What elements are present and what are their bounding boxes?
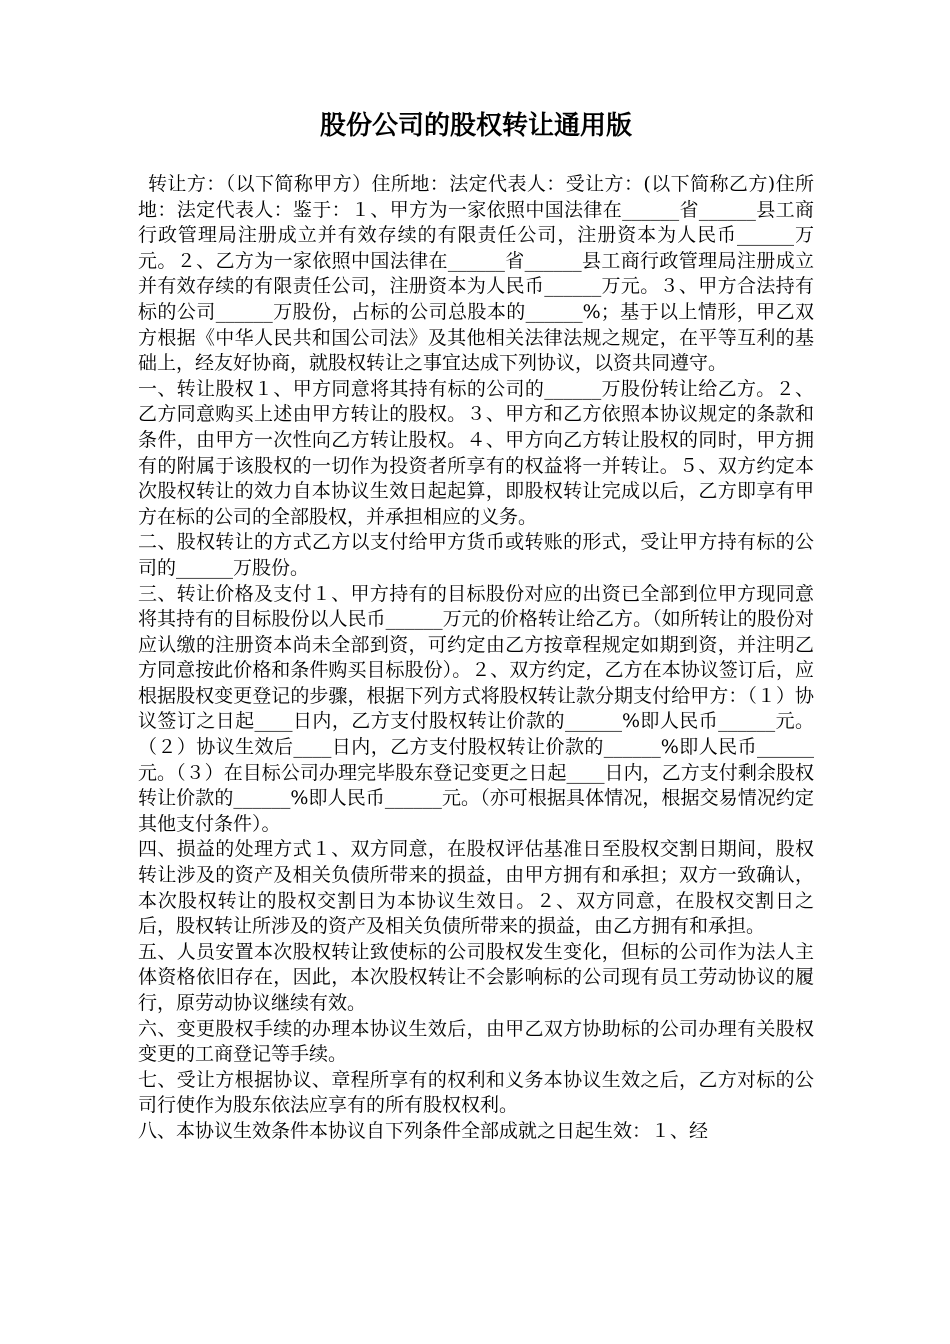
paragraph-section-5: 五、人员安置本次股权转让致使标的公司股权发生变化，但标的公司作为法人主体资格依旧存在，因此，本次股权转让不会影响标的公司现有员工劳动协议的履行，原劳动协议继续有效。: [138, 940, 814, 1014]
paragraph-section-6: 六、变更股权手续的办理本协议生效后，由甲乙双方协助标的公司办理有关股权变更的工商登记等手续。: [138, 1017, 814, 1066]
paragraph-section-7: 七、受让方根据协议、章程所享有的权利和义务本协议生效之后，乙方对标的公司行使作为股东依法应享有的所有股权权利。: [138, 1068, 814, 1117]
paragraph-section-2: 二、股权转让的方式乙方以支付给甲方货币或转账的形式，受让甲方持有标的公司的______万股份。: [138, 531, 814, 579]
paragraph-section-3: 三、转让价格及支付１、甲方持有的目标股份对应的出资已全部到位甲方现同意将其持有的目标股份以人民币______万元的价格转让给乙方。（如所转让的股份对应认缴的注册资本尚未全部到资，可约定由乙方按章程规定如期到资，并注明乙方同意按此价格和条件购买目标股份）。２、双方约定，乙方在本协议签订后，应根据股权变更登记的步骤，根据下列方式将股权转让款分期支付给甲方：（１）协议签订之日起____日内，乙方支付股权转让价款的______%即人民币______元。（２）协议生效后____日内，乙方支付股权转让价款的______%即人民币______元。（３）在目标公司办理完毕股东登记变更之日起____日内，乙方支付剩余股权转让价款的______%即人民币______元。（亦可根据具体情况，根据交易情况约定其他支付条件）。: [138, 582, 814, 835]
paragraph-preamble: 转让方：（以下简称甲方）住所地：法定代表人：受让方：(以下简称乙方)住所地：法定代表人：鉴于：１、甲方为一家依照中国法律在______省______县工商行政管理局注册成立并有效存续的有限责任公司，注册资本为人民币______万元。２、乙方为一家依照中国法律在______省______县工商行政管理局注册成立并有效存续的有限责任公司，注册资本为人民币______万元。３、甲方合法持有标的公司______万股份，占标的公司总股本的______%；基于以上情形，甲乙双方根据《中华人民共和国公司法》及其他相关法律法规之规定，在平等互利的基础上，经友好协商，就股权转让之事宜达成下列协议，以资共同遵守。: [138, 173, 814, 375]
document-body: [138, 172, 814, 1145]
paragraph-section-8: 八、本协议生效条件本协议自下列条件全部成就之日起生效：１、经: [138, 1119, 709, 1142]
paragraph-section-1: 一、转让股权１、甲方同意将其持有标的公司的______万股份转让给乙方。２、乙方同意购买上述由甲方转让的股权。３、甲方和乙方依照本协议规定的条款和条件，由甲方一次性向乙方转让股权。４、甲方向乙方转让股权的同时，甲方拥有的附属于该股权的一切作为投资者所享有的权益将一并转让。５、双方约定本次股权转让的效力自本协议生效日起起算，即股权转让完成以后，乙方即享有甲方在标的公司的全部股权，并承担相应的义务。: [138, 377, 814, 528]
paragraph-section-4: 四、损益的处理方式１、双方同意，在股权评估基准日至股权交割日期间，股权转让涉及的资产及相关负债所带来的损益，由甲方拥有和承担；双方一致确认，本次股权转让的股权交割日为本协议生效日。２、双方同意，在股权交割日之后，股权转让所涉及的资产及相关负债所带来的损益，由乙方拥有和承担。: [138, 838, 814, 938]
document-title: 股份公司的股权转让通用版: [319, 111, 632, 141]
